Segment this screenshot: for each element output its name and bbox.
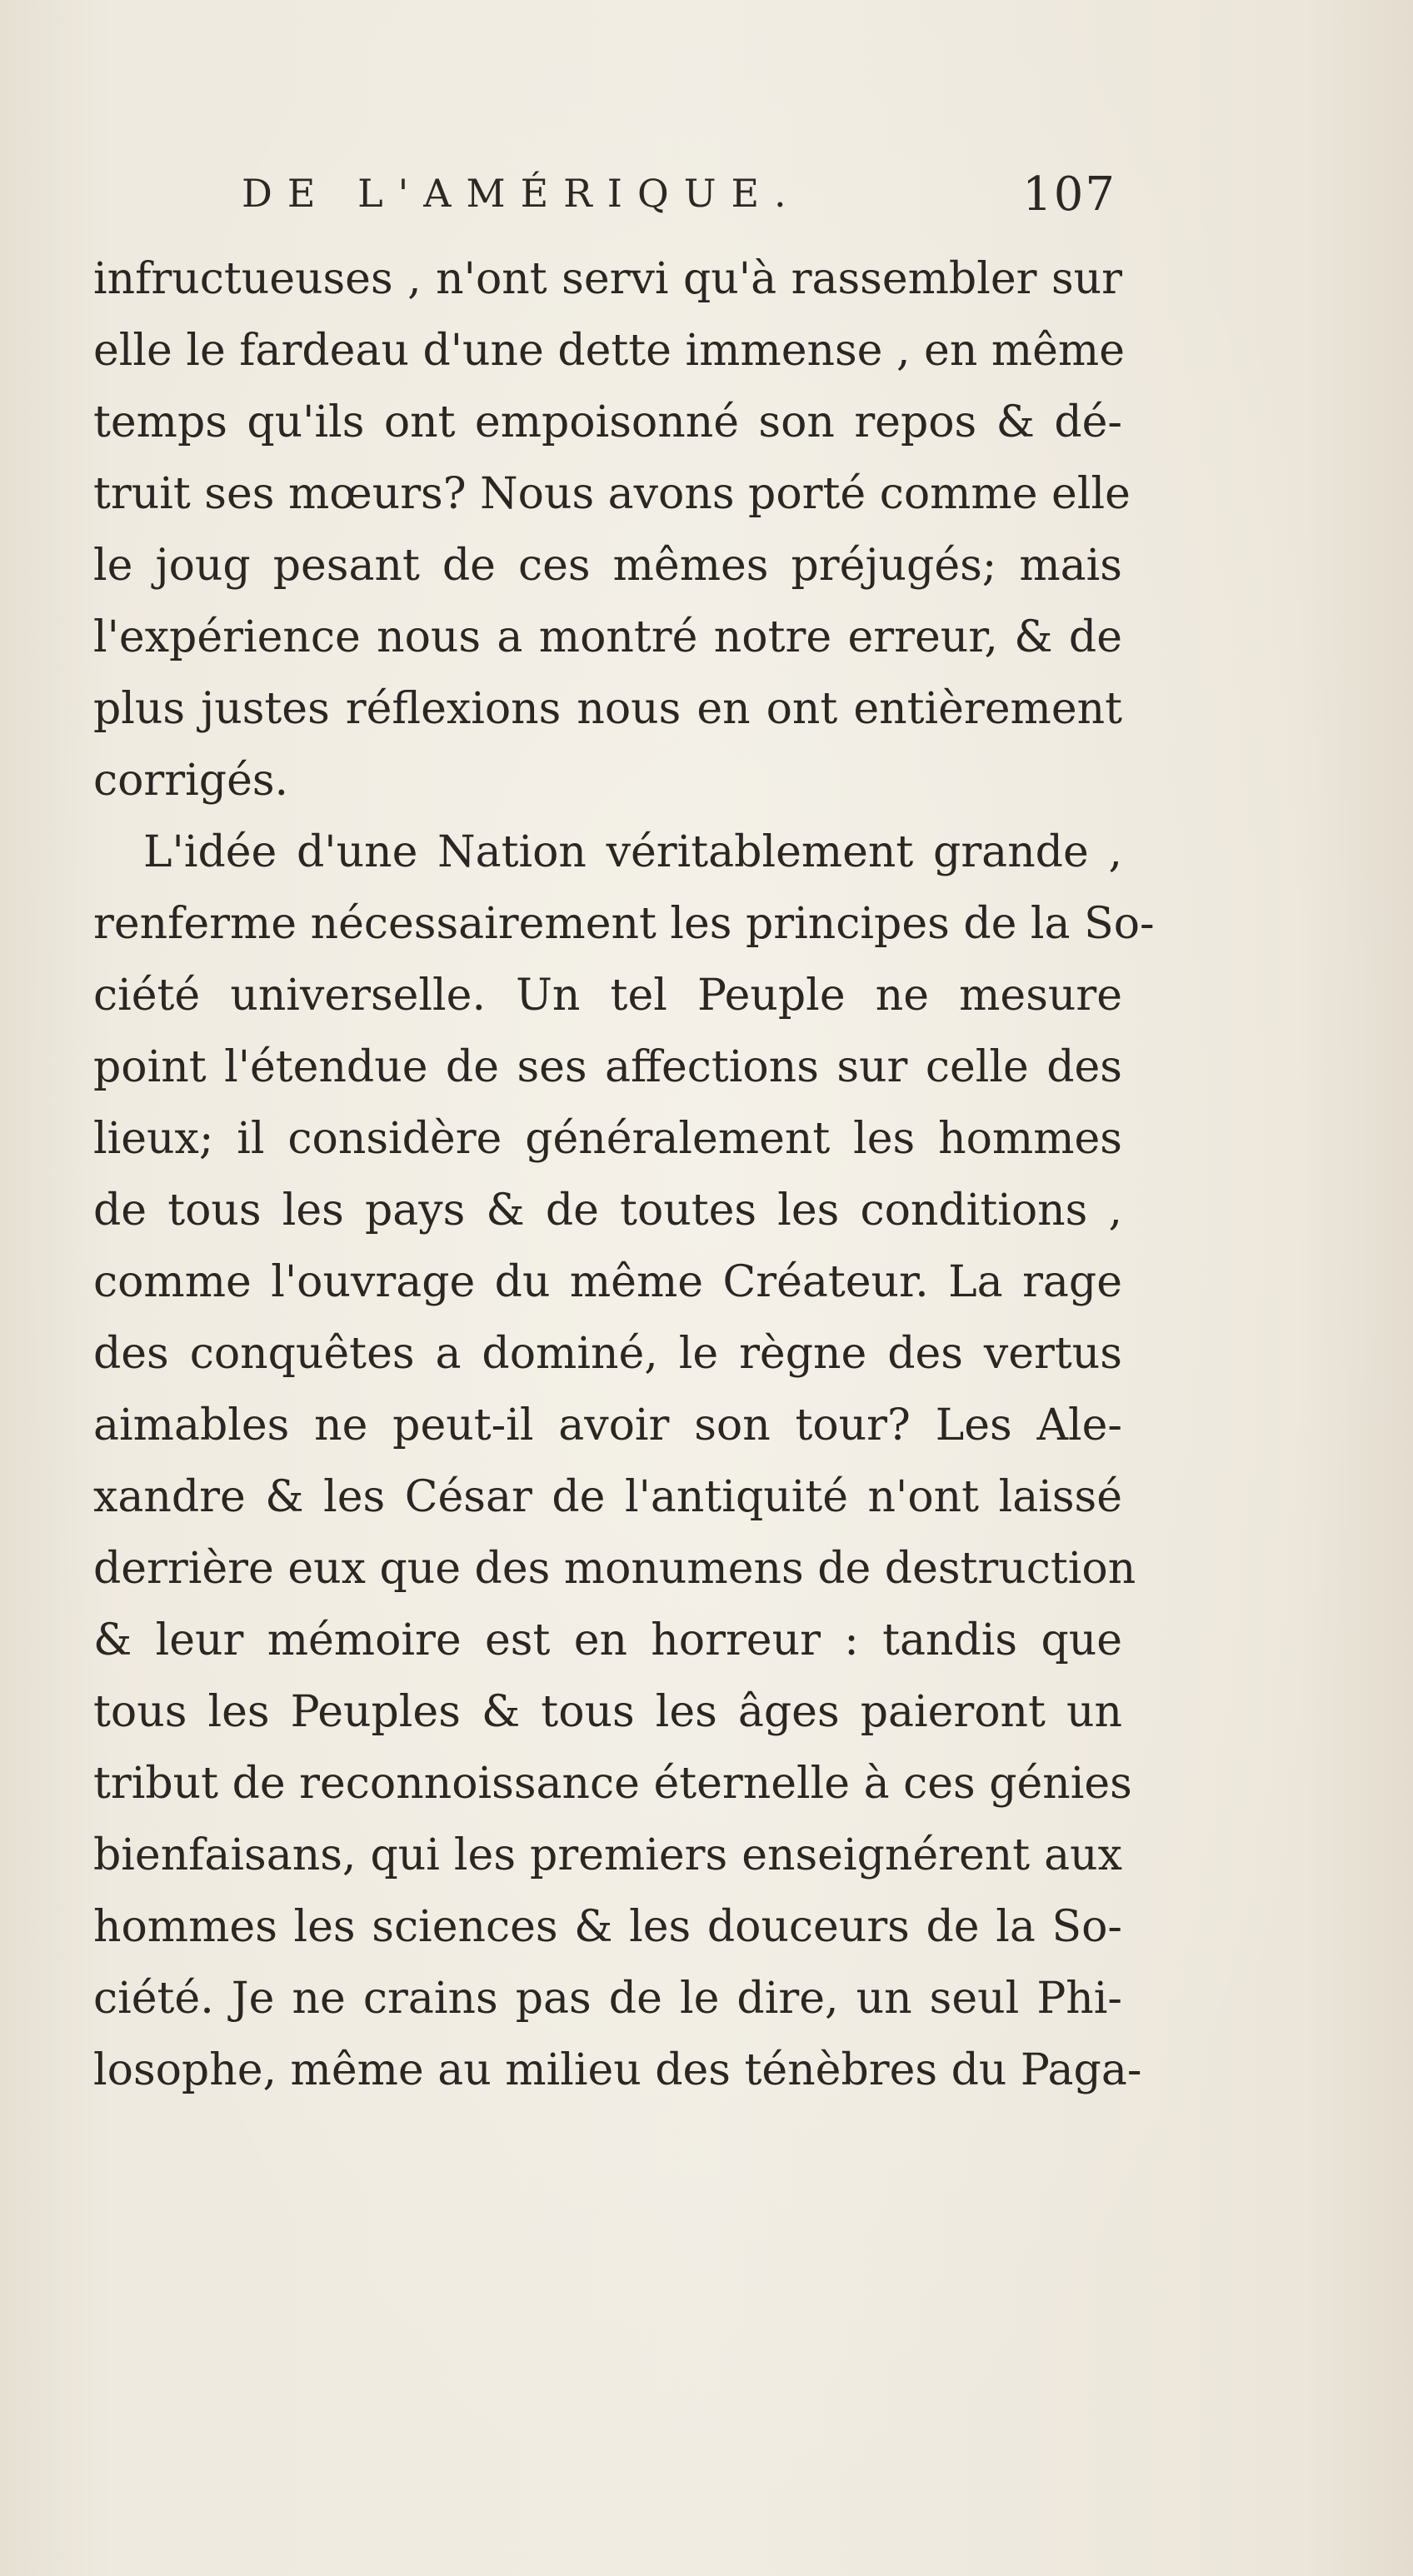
page-header [242, 167, 1116, 237]
text-line: lieux; il considère généralement les hommes [93, 1114, 1122, 1164]
text-line: comme l'ouvrage du même Créateur. La rage [93, 1257, 1122, 1307]
text-line: infructueuses , n'ont servi qu'à rassembler sur [93, 254, 1122, 304]
text-line: xandre & les César de l'antiquité n'ont laissé [93, 1472, 1122, 1522]
text-line: truit ses mœurs? Nous avons porté comme elle [93, 469, 1131, 519]
page-number: 107 [1022, 167, 1116, 222]
text-line: hommes les sciences & les douceurs de la So- [93, 1902, 1122, 1952]
text-line: le joug pesant de ces mêmes préjugés; mais [93, 541, 1122, 591]
text-line: temps qu'ils ont empoisonné son repos & dé- [93, 397, 1122, 447]
text-line: ciété. Je ne crains pas de le dire, un seul Phi- [93, 1974, 1122, 2024]
text-line: derrière eux que des monumens de destruction [93, 1544, 1136, 1594]
text-line: L'idée d'une Nation véritablement grande , [143, 827, 1122, 877]
text-line: tribut de reconnoissance éternelle à ces génies [93, 1759, 1132, 1809]
text-line: renferme nécessairement les principes de la So- [93, 899, 1155, 949]
text-line: elle le fardeau d'une dette immense , en même [93, 326, 1125, 376]
body-text [93, 243, 1155, 2106]
text-line: des conquêtes a dominé, le règne des vertus [93, 1329, 1122, 1379]
text-line: bienfaisans, qui les premiers enseignérent aux [93, 1830, 1122, 1880]
text-line: l'expérience nous a montré notre erreur, & de [93, 612, 1122, 662]
text-line: point l'étendue de ses affections sur celle des [93, 1042, 1122, 1092]
text-line: plus justes réflexions nous en ont entièrement [93, 684, 1122, 734]
text-line: corrigés. [93, 756, 289, 806]
text-line: aimables ne peut-il avoir son tour? Les Ale- [93, 1400, 1122, 1450]
text-line: & leur mémoire est en horreur : tandis que [93, 1615, 1122, 1665]
text-line: tous les Peuples & tous les âges paieront un [93, 1687, 1122, 1737]
running-title: DE L'AMÉRIQUE. [242, 171, 801, 216]
text-line: losophe, même au milieu des ténèbres du Paga- [93, 2045, 1142, 2095]
text-line: de tous les pays & de toutes les conditions , [93, 1186, 1122, 1236]
text-line: ciété universelle. Un tel Peuple ne mesure [93, 971, 1122, 1021]
